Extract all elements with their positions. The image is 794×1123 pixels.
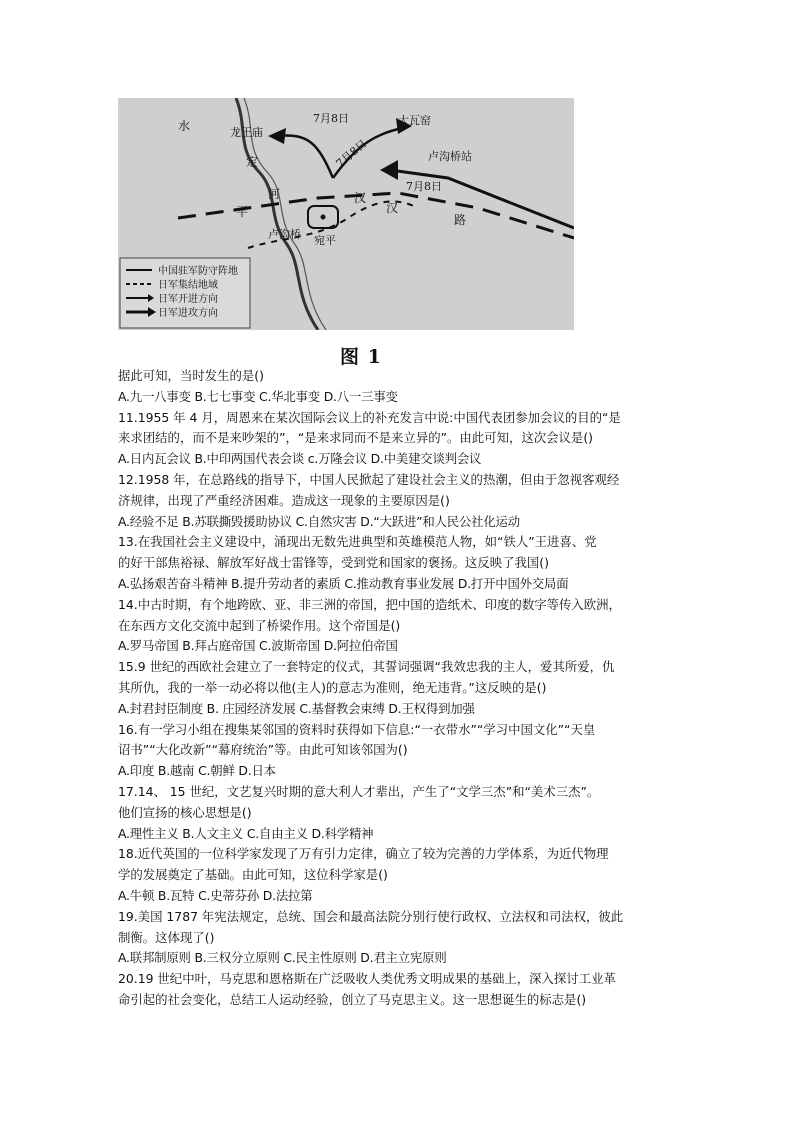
text-line: 其所仇，我的一举一动必将以他(主人)的意志为准则，绝无违背。”这反映的是() — [118, 679, 547, 695]
label-ping: 平 — [236, 205, 249, 219]
label-wanping: 宛平 — [314, 234, 336, 247]
option-line: A.日内瓦会议 B.中印两国代表会谈 c.万隆会议 D.中美建交谈判会议 — [118, 451, 482, 467]
text-line: 20.19 世纪中叶，马克思和恩格斯在广泛吸收人类优秀文明成果的基础上，深入探讨工业革 — [118, 971, 616, 987]
text-line: 制衡。这体现了() — [118, 929, 215, 945]
option-line: A.罗马帝国 B.拜占庭帝国 C.波斯帝国 D.阿拉伯帝国 — [118, 638, 398, 654]
text-line: 11.1955 年 4 月，周恩来在某次国际会议上的补充发言中说:中国代表团参加会议的目的“是 — [118, 409, 621, 425]
text-line: 学的发展奠定了基础。由此可知，这位科学家是() — [118, 867, 388, 883]
text-line: 命引起的社会变化，总结工人运动经验，创立了马克思主义。这一思想诞生的标志是() — [118, 991, 587, 1007]
label-lugouqiao: 卢沟桥 — [268, 228, 301, 241]
text-line: 济规律，出现了严重经济困难。造成这一现象的主要原因是() — [118, 492, 450, 508]
legend-item-2: 日军开进方向 — [158, 294, 218, 305]
figure-caption: 图 1 — [340, 346, 382, 368]
map-svg — [118, 98, 574, 330]
svg-text:水 — [178, 118, 190, 133]
legend-item-0: 中国驻军防守阵地 — [158, 266, 238, 277]
text-line: 17.14、 15 世纪，文艺复兴时期的意大利人才辈出，产生了“文学三杰”和“美术三杰”。 — [118, 783, 600, 799]
label-date-b: 7月8日 — [333, 137, 370, 171]
text-line: 14.中古时期，有个地跨欧、亚、非三洲的帝国，把中国的造纸术、印度的数字等传入欧洲， — [118, 596, 621, 612]
text-line: 12.1958 年，在总路线的指导下，中国人民掀起了建设社会主义的热潮，但由于忽视客观经 — [118, 471, 620, 487]
attack-arrow-east — [390, 170, 574, 228]
wanping-dot — [321, 215, 326, 220]
text-line: 13.在我国社会主义建设中，涌现出无数先进典型和英雄模范人物，如“铁人”王进喜、党 — [118, 534, 597, 550]
label-lugouqiao-station: 卢沟桥站 — [428, 150, 472, 163]
option-line: A.经验不足 B.苏联撕毁援助协议 C.自然灾害 D.“大跃进”和人民公社化运动 — [118, 513, 520, 529]
text-line: 据此可知，当时发生的是() — [118, 368, 264, 383]
option-line: A.封君封臣制度 B. 庄园经济发展 C.基督教会束缚 D.王权得到加强 — [118, 700, 475, 716]
label-longwang: 龙王庙 — [230, 126, 263, 139]
text-line: 来求团结的，而不是来吵架的”，“是来求同而不是来立异的”。由此可知，这次会议是() — [118, 430, 593, 446]
label-dawajiao: 大瓦窑 — [398, 114, 431, 127]
text-line: 他们宣扬的核心思想是() — [118, 804, 252, 820]
option-line: A.弘扬艰苦奋斗精神 B.提升劳动者的素质 C.推动教育事业发展 D.打开中国外交局面 — [118, 575, 569, 591]
text-line: 15.9 世纪的西欧社会建立了一套特定的仪式，其誓词强调“我效忠我的主人，爱其所爱，仇 — [118, 659, 615, 675]
label-date-a: 7月8日 — [313, 112, 349, 125]
legend-item-3: 日军进攻方向 — [158, 308, 218, 319]
option-line: A.印度 B.越南 C.朝鲜 D.日本 — [118, 763, 276, 779]
map-legend — [120, 258, 250, 328]
attack-arrow-northwest — [278, 135, 333, 178]
question-text — [118, 366, 710, 1011]
label-river-mid: 定 — [246, 155, 259, 169]
text-line: 诏书”“大化改新”“幕府统治”等。由此可知该邻国为() — [118, 742, 408, 758]
text-line: 18.近代英国的一位科学家发现了万有引力定律，确立了较为完善的力学体系，为近代物理 — [118, 846, 609, 862]
label-date-c: 7月8日 — [406, 180, 442, 193]
label-river-top: 水 — [178, 119, 191, 133]
option-line: A.牛顿 B.瓦特 C.史蒂芬孙 D.法拉第 — [118, 887, 313, 903]
text-line: 的好干部焦裕禄、解放军好战士雷锋等，受到党和国家的褒扬。这反映了我国() — [118, 555, 549, 571]
arrow-head-east — [380, 160, 398, 180]
label-rail-b: 路 — [454, 213, 467, 227]
text-line: 在东西方文化交流中起到了桥梁作用。这个帝国是() — [118, 617, 401, 633]
option-line: A.九一八事变 B.七七事变 C.华北事变 D.八一三事变 — [118, 388, 398, 404]
text-line: 16.有一学习小组在搜集某邻国的资料时获得如下信息:“一衣带水”“学习中国文化”“天皇 — [118, 721, 596, 737]
legend-item-1: 日军集结地域 — [158, 280, 218, 291]
option-line: A.联邦制原则 B.三权分立原则 C.民主性原则 D.君主立宪原则 — [118, 950, 447, 966]
label-han: 汉 — [354, 191, 367, 205]
label-river-low: 河 — [268, 187, 281, 201]
arrow-head-northwest — [268, 128, 286, 144]
option-line: A.理性主义 B.人文主义 C.自由主义 D.科学精神 — [118, 825, 374, 841]
text-line: 19.美国 1787 年宪法规定，总统、国会和最高法院分别行使行政权、立法权和司法权，彼此 — [118, 908, 624, 924]
label-rail-a: 汉 — [386, 201, 399, 215]
battle-map-figure — [118, 98, 574, 330]
